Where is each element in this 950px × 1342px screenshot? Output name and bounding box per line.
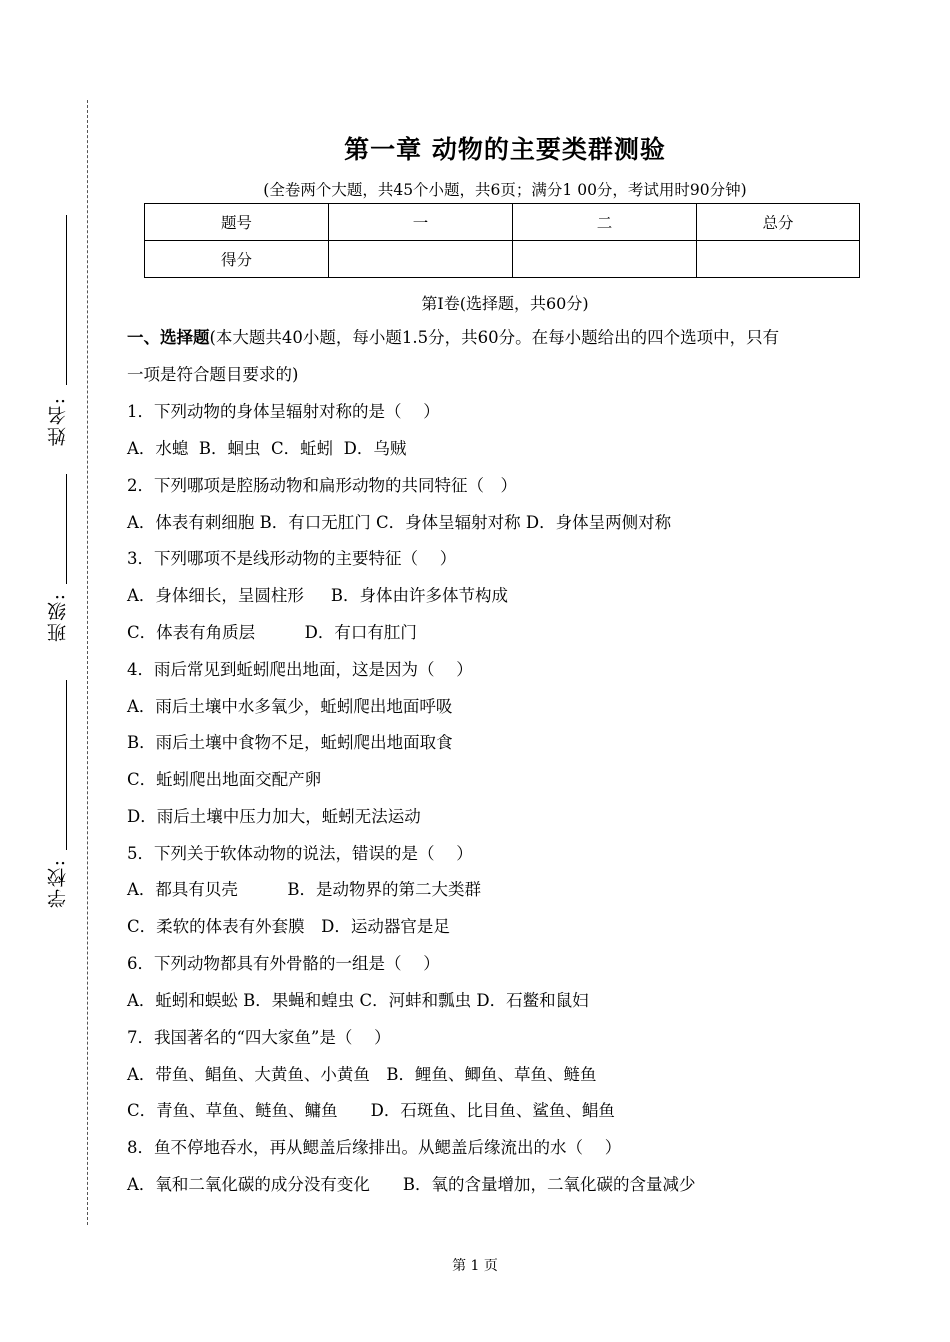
option-line: A．氧和二氧化碳的成分没有变化 B．氧的含量增加，二氧化碳的含量减少 xyxy=(127,1175,696,1194)
name-label: 姓名: xyxy=(47,396,69,447)
page-title: 第一章 动物的主要类群测验 xyxy=(344,135,666,164)
question-line: 8．鱼不停地吞水，再从鳃盖后缘排出。从鳃盖后缘流出的水（ ） xyxy=(127,1138,622,1157)
binding-dashed-line xyxy=(87,100,88,1225)
school-label: 学校: xyxy=(47,858,69,909)
question-line: 1．下列动物的身体呈辐射对称的是（ ） xyxy=(127,402,440,421)
header-cell-part-1: 一 xyxy=(329,204,513,241)
score-table xyxy=(144,203,860,278)
option-line: A．体表有刺细胞 B．有口无肛门 C．身体呈辐射对称 D．身体呈两侧对称 xyxy=(127,513,672,532)
score-table-score-row xyxy=(145,241,860,278)
option-line: A．带鱼、鲳鱼、大黄鱼、小黄鱼 B．鲤鱼、鲫鱼、草鱼、鲢鱼 xyxy=(127,1065,597,1084)
option-line: B．雨后土壤中食物不足，蚯蚓爬出地面取食 xyxy=(127,733,453,752)
score-cell-part-2[interactable] xyxy=(513,241,697,278)
header-cell-part-2: 二 xyxy=(513,204,697,241)
option-line: A．都具有贝壳 B．是动物界的第二大类群 xyxy=(127,880,482,899)
option-line: C．青鱼、草鱼、鲢鱼、鳙鱼 D．石斑鱼、比目鱼、鲨鱼、鲳鱼 xyxy=(127,1101,615,1120)
class-label: 班级: xyxy=(47,592,69,643)
question-line: 7．我国著名的“四大家鱼”是（ ） xyxy=(127,1028,391,1047)
option-line: C．蚯蚓爬出地面交配产卵 xyxy=(127,770,322,789)
option-line: C．体表有角质层 D．有口有肛门 xyxy=(127,623,417,642)
option-line: A．身体细长，呈圆柱形 B．身体由许多体节构成 xyxy=(127,586,509,605)
section-heading-bold: 一、选择题 xyxy=(127,328,210,347)
question-line: 3．下列哪项不是线形动物的主要特征（ ） xyxy=(127,549,457,568)
option-line: A．雨后土壤中水多氧少，蚯蚓爬出地面呼吸 xyxy=(127,697,453,716)
question-line: 6．下列动物都具有外骨骼的一组是（ ） xyxy=(127,954,440,973)
option-line: C．柔软的体表有外套膜 D．运动器官是足 xyxy=(127,917,450,936)
score-cell-part-1[interactable] xyxy=(329,241,513,278)
score-table-header-row xyxy=(145,204,860,241)
section-heading-text: (本大题共40小题，每小题1.5分，共60分。在每小题给出的四个选项中，只有 xyxy=(209,328,780,347)
score-row-label: 得分 xyxy=(145,241,329,278)
question-line: 2．下列哪项是腔肠动物和扁形动物的共同特征（ ） xyxy=(127,476,517,495)
option-line: A．蚯蚓和蜈蚣 B．果蝇和蝗虫 C．河蚌和瓢虫 D．石鳖和鼠妇 xyxy=(127,991,589,1010)
option-line: D．雨后土壤中压力加大，蚯蚓无法运动 xyxy=(127,807,421,826)
score-cell-total[interactable] xyxy=(697,241,860,278)
question-line: 4．雨后常见到蚯蚓爬出地面，这是因为（ ） xyxy=(127,660,473,679)
option-line: A．水螅 B．蛔虫 C．蚯蚓 D．乌贼 xyxy=(127,439,407,458)
school-fill-line xyxy=(66,680,67,850)
page-number: 第 1 页 xyxy=(452,1258,498,1274)
question-line: 5．下列关于软体动物的说法，错误的是（ ） xyxy=(127,844,473,863)
section-title: 第Ⅰ卷(选择题，共60分) xyxy=(421,294,589,313)
header-cell-question-no: 题号 xyxy=(145,204,329,241)
class-fill-line xyxy=(66,474,67,584)
header-cell-total: 总分 xyxy=(697,204,860,241)
exam-info: (全卷两个大题，共45个小题，共6页；满分1 00分，考试用时90分钟) xyxy=(263,181,747,199)
section-heading-continuation: 一项是符合题目要求的) xyxy=(127,365,299,384)
name-fill-line xyxy=(66,215,67,385)
section-heading xyxy=(127,328,779,348)
